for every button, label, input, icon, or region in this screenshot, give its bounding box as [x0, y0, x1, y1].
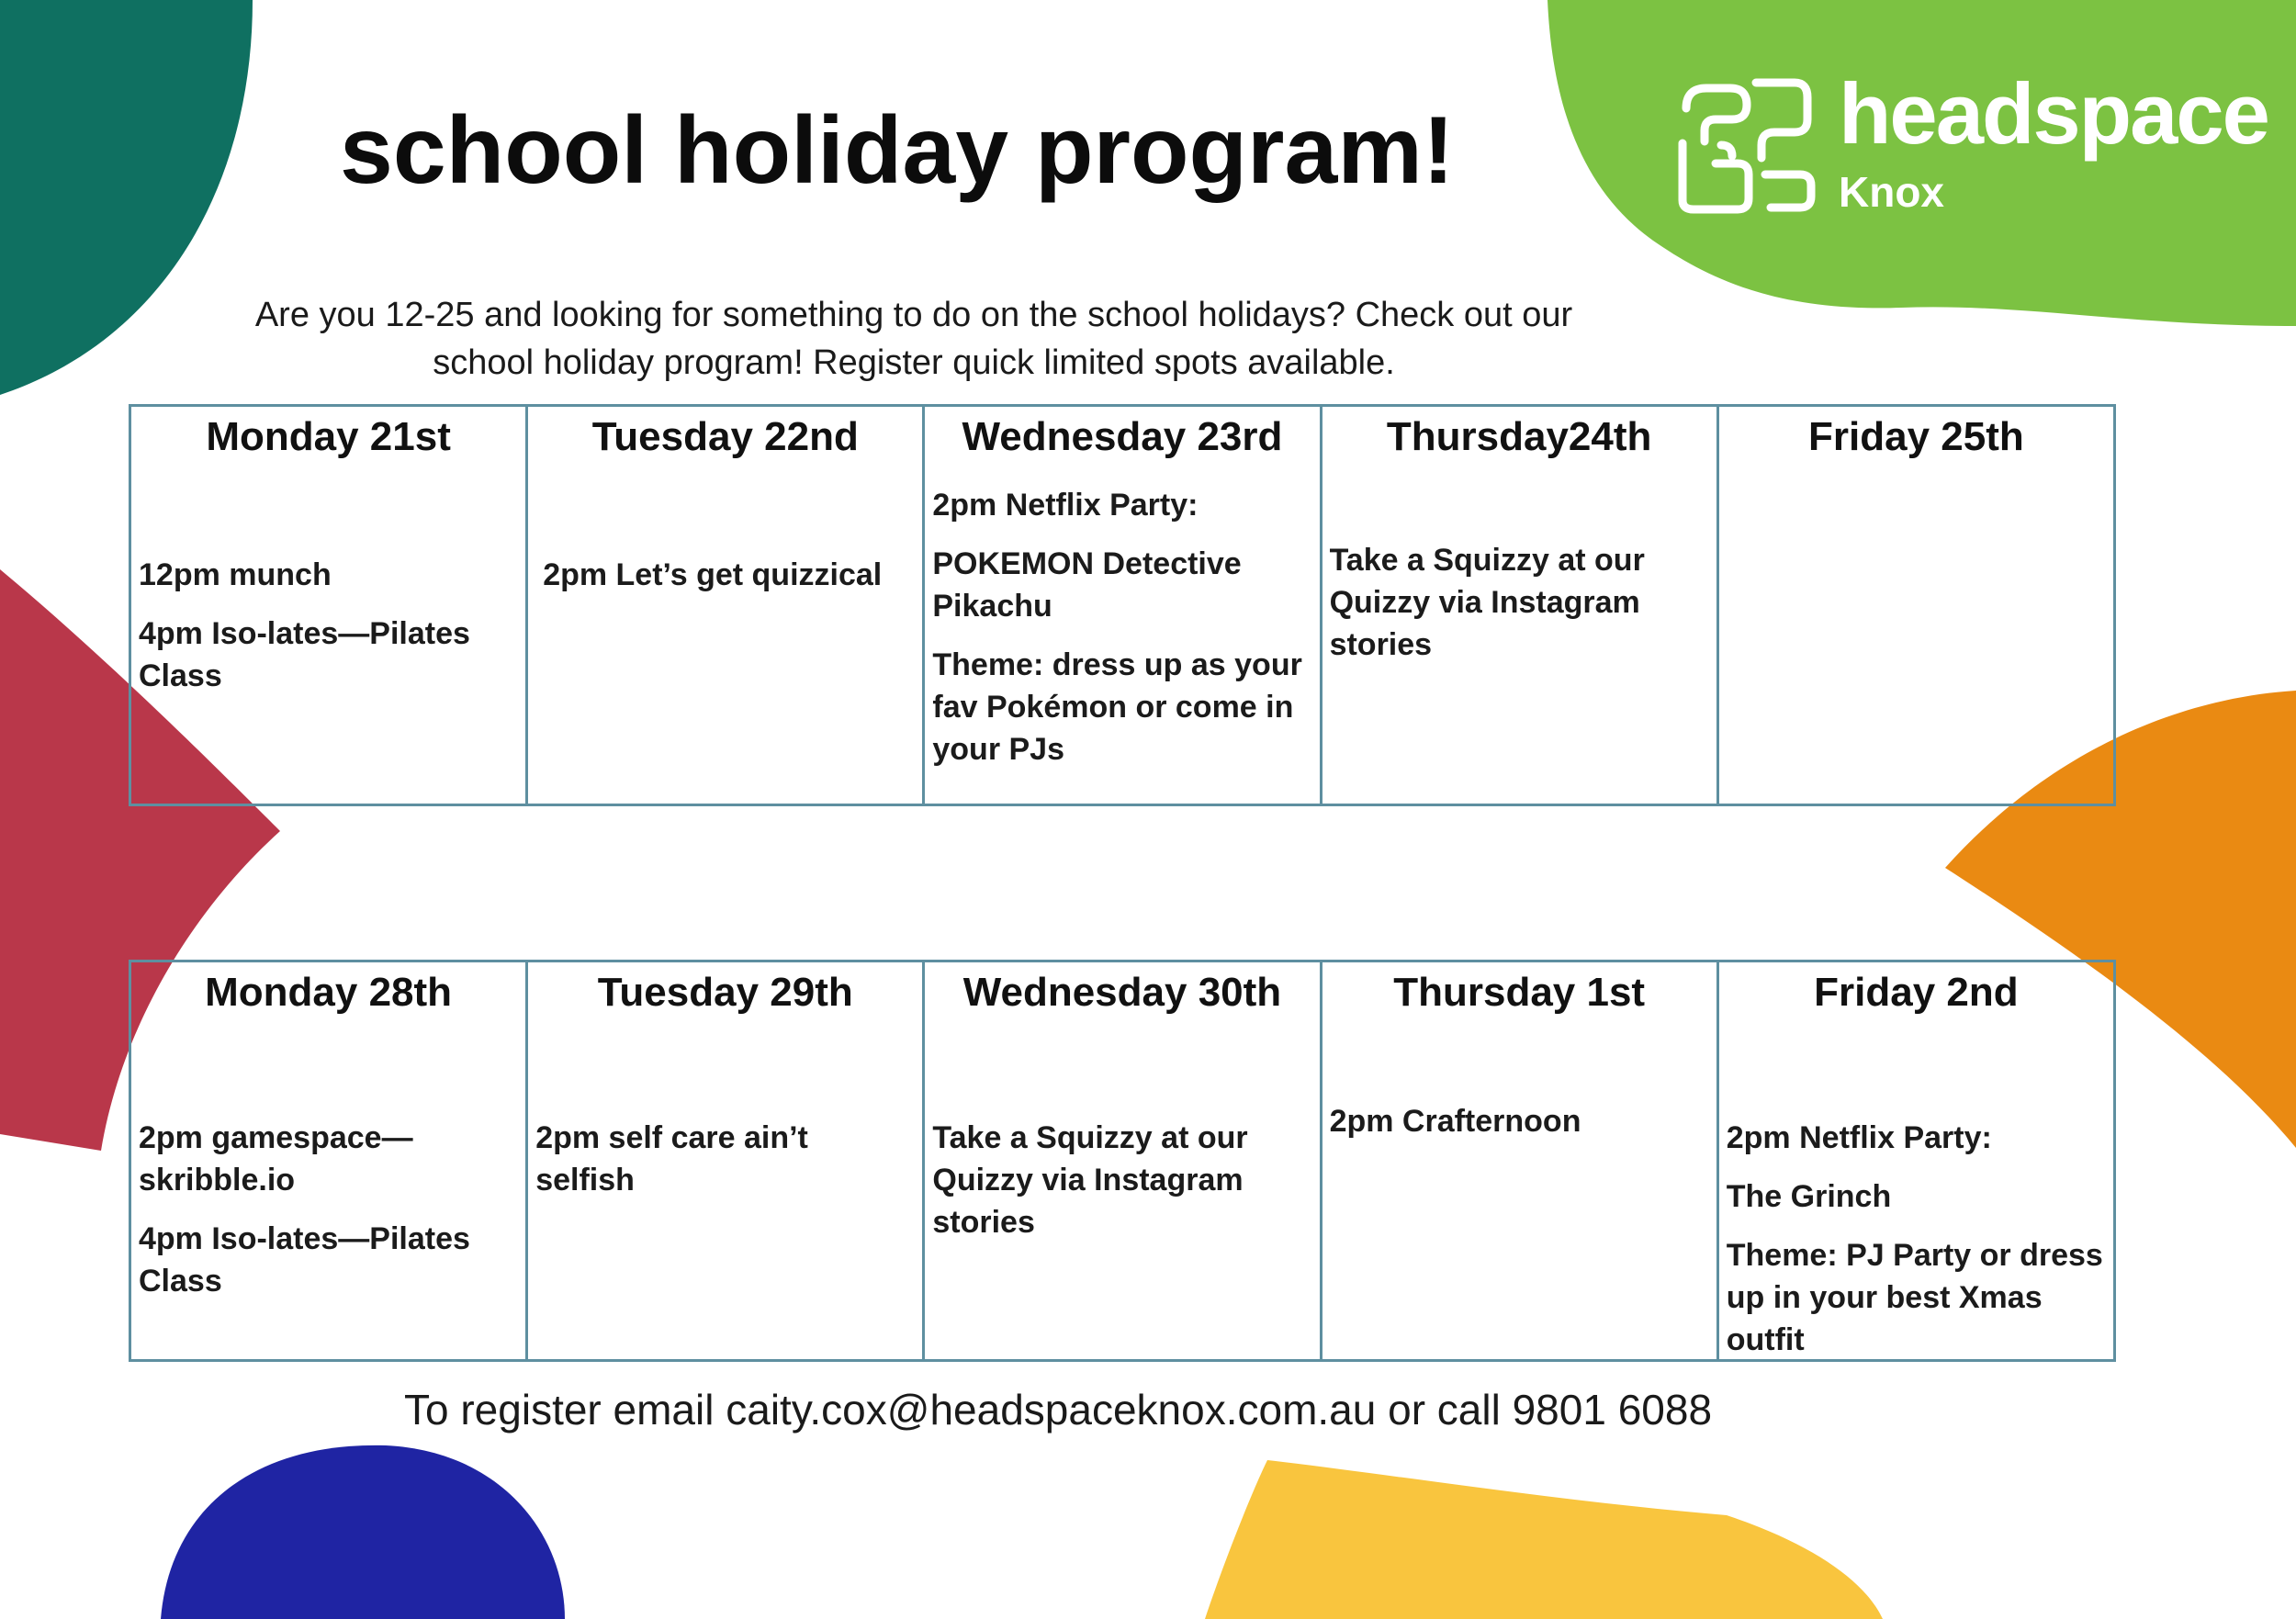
day-events: [1330, 1100, 1709, 1159]
day-heading: Wednesday 30th: [962, 970, 1282, 1015]
event-item: POKEMON Detective Pikachu: [932, 546, 1242, 624]
day-events: [1330, 539, 1709, 682]
yellow-shape: [1205, 1460, 1883, 1619]
day-cell: [924, 961, 1321, 1361]
event-item: Take a Squizzy at our Quizzy via Instagram stories: [932, 1120, 1248, 1240]
day-events: [932, 484, 1311, 787]
event-item: 4pm Iso-lates—Pilates Class: [139, 1221, 470, 1299]
day-events: [1727, 1117, 2106, 1377]
day-cell: [1321, 406, 1717, 805]
day-cell: [130, 961, 527, 1361]
day-heading: Tuesday 22nd: [591, 414, 859, 459]
event-item: 2pm gamespace—skribble.io: [139, 1120, 413, 1197]
event-item: Take a Squizzy at our Quizzy via Instagram stories: [1329, 543, 1645, 662]
event-item: 4pm Iso-lates—Pilates Class: [139, 616, 470, 693]
day-heading: Monday 21st: [206, 414, 451, 459]
day-events: [535, 1117, 915, 1218]
day-heading: Thursday24th: [1386, 414, 1652, 459]
day-heading: Wednesday 23rd: [962, 414, 1283, 459]
day-events: [139, 1117, 518, 1319]
day-cell: [1321, 961, 1717, 1361]
day-heading: Thursday 1st: [1393, 970, 1646, 1015]
day-heading: Tuesday 29th: [597, 970, 853, 1015]
page-title: school holiday program!: [340, 97, 1455, 204]
day-events: [543, 554, 915, 613]
event-item: 12pm munch: [139, 557, 332, 592]
day-cell: [130, 406, 527, 805]
day-cell: [1717, 406, 2114, 805]
week1-table: [129, 404, 2116, 806]
day-events: [139, 554, 518, 714]
event-item: Theme: PJ Party or dress up in your best Xmas outfit: [1726, 1238, 2103, 1357]
event-item: 2pm self care ain’t selfish: [535, 1120, 808, 1197]
event-item: 2pm Crafternoon: [1329, 1104, 1581, 1139]
brand-location: Knox: [1839, 168, 1944, 216]
brand-name: headspace: [1839, 65, 2268, 162]
event-item: Theme: dress up as your fav Pokémon or come in your PJs: [932, 647, 1302, 767]
day-events: [932, 1117, 1311, 1260]
day-cell: [527, 406, 924, 805]
registration-info: To register email caity.cox@headspaceknox.com.au or call 9801 6088: [404, 1386, 1713, 1433]
day-cell: [527, 961, 924, 1361]
week2-table: [129, 960, 2116, 1362]
blue-shape: [161, 1445, 565, 1619]
day-heading: Friday 2nd: [1814, 970, 2019, 1015]
day-heading: Monday 28th: [205, 970, 453, 1015]
event-item: 2pm Netflix Party:: [932, 488, 1199, 523]
event-item: 2pm Let’s get quizzical: [543, 557, 883, 592]
day-heading: Friday 25th: [1808, 414, 2024, 459]
event-item: The Grinch: [1726, 1179, 1892, 1214]
day-cell: [924, 406, 1321, 805]
day-cell: [1717, 961, 2114, 1361]
intro-text: Are you 12-25 and looking for something to do on the school holidays? Check out our school holiday program! Register quick limited spots available.: [254, 296, 1573, 382]
event-item: 2pm Netflix Party:: [1726, 1120, 1992, 1155]
headspace-logo-icon: [1673, 72, 1818, 219]
